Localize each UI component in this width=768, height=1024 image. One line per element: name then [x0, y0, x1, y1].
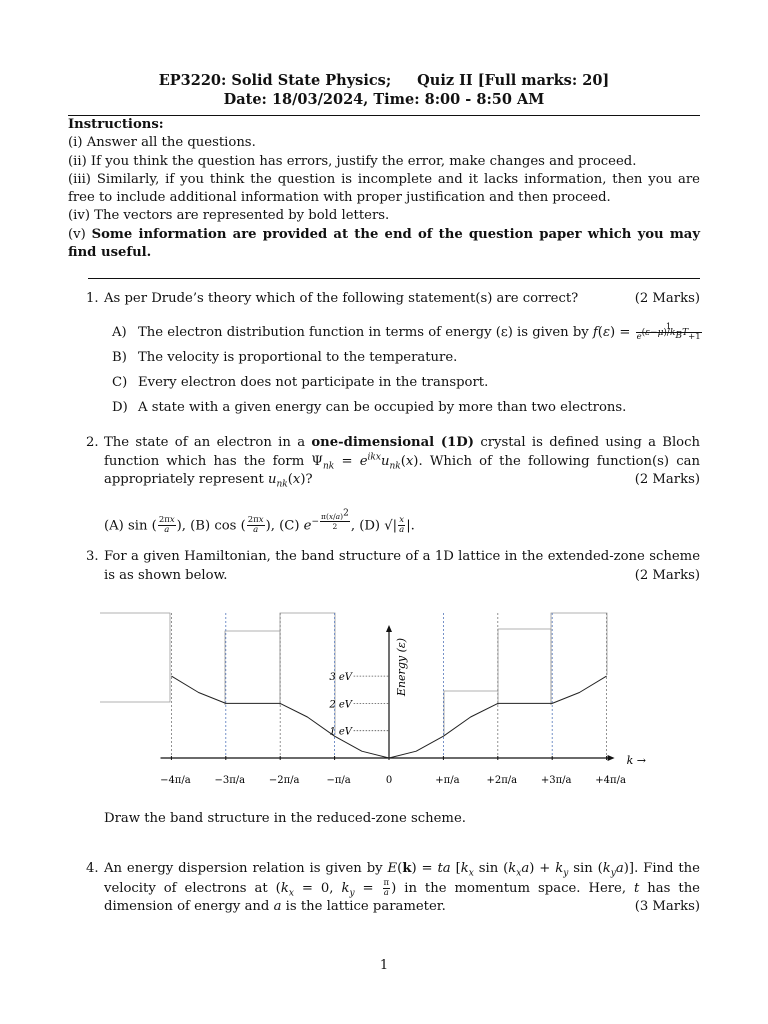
- y-tick-label: 1 eV: [329, 726, 353, 738]
- exam-datetime: Date: 18/03/2024, Time: 8:00 - 8:50 AM: [223, 91, 545, 108]
- instruction-item: (i) Answer all the questions.: [68, 135, 256, 151]
- instructions-rule: [88, 278, 700, 279]
- instructions: [68, 116, 700, 262]
- x-tick-label: +π/a: [435, 775, 460, 786]
- k-axis-title: k →: [626, 754, 646, 767]
- y-tick-label: 3 eV: [329, 672, 353, 684]
- quiz-title: Quiz II [Full marks: 20]: [417, 72, 610, 89]
- energy-axis-arrow: [386, 625, 392, 632]
- question-text: An energy dispersion relation is given by E(k) = ta [$k_x$ $\sin (k_xa) + k_y$ $\sin (k_ya)$]. Find the velocity of electrons at ($k_x = 0$, $k_y$ = $\frac{\pi}{a}$ ) in the momentum space. Here, t has the dimension of energy and a is the lattice parameter.: [104, 861, 700, 915]
- option-a: A) The electron distribution function in terms of energy (ε) is given by f(ε) = $\frac{1}{e^{(\varepsilon-\mu)/k_BT}+1}$: [112, 322, 701, 342]
- x-tick-label: −2π/a: [268, 775, 300, 786]
- question-1-options: [112, 323, 712, 423]
- question-1: [86, 290, 700, 309]
- question-marks: (2 Marks): [634, 291, 700, 306]
- question-number: 1.: [86, 291, 99, 306]
- fermi-dirac-fraction: $\frac{1}{e^{(\varepsilon-\mu)/k_BT}+1}$: [636, 322, 701, 342]
- option-c: C) Every electron does not participate in the transport.: [112, 375, 489, 390]
- instruction-item: (iii) Similarly, if you think the question is incomplete and it lacks information, then you are free to include additional information with proper justification and then proceed.: [68, 171, 700, 206]
- question-text: As per Drude’s theory which of the following statement(s) are correct?: [104, 291, 579, 306]
- question-2: [86, 434, 700, 490]
- question-text: For a given Hamiltonian, the band structure of a 1D lattice in the extended-zone scheme is as shown below.: [104, 549, 700, 583]
- x-tick-label: 0: [385, 775, 393, 786]
- x-tick-label: +4π/a: [595, 775, 626, 786]
- instruction-item: (ii) If you think the question has errors, justify the error, make changes and proceed.: [68, 153, 637, 169]
- question-marks: (2 Marks): [634, 567, 700, 583]
- exam-header: [0, 72, 768, 89]
- instructions-title: Instructions:: [68, 117, 164, 132]
- k-axis-arrow: [608, 755, 615, 761]
- question-4: [86, 860, 700, 917]
- question-number: 4.: [86, 861, 99, 876]
- x-tick-label: +2π/a: [486, 775, 518, 786]
- question-marks: (2 Marks): [634, 472, 700, 488]
- zone-box: [444, 691, 498, 735]
- chart-static-boxes: [100, 613, 607, 735]
- question-marks: (3 Marks): [634, 899, 700, 915]
- option-b: B) The velocity is proportional to the temperature.: [112, 350, 458, 365]
- band-structure-chart: [0, 595, 768, 800]
- option-d: D) A state with a given energy can be occupied by more than two electrons.: [112, 400, 627, 415]
- chart-axes: [161, 625, 615, 761]
- question-text: The state of an electron in a one-dimensional (1D) crystal is defined using a Bloch function which has the form $\Psi_{nk} = e^{ikx}u_{nk}(x)$. Which of the following function(s) can appropriately represent $u_{nk}(x)$?: [104, 435, 701, 490]
- zone-box: [551, 613, 607, 705]
- energy-axis-title: Energy (ε): [395, 637, 408, 697]
- instruction-item: (v) Some information are provided at the end of the question paper which you may find useful.: [68, 226, 700, 261]
- page-number: 1: [379, 958, 389, 973]
- x-tick-label: +3π/a: [540, 775, 572, 786]
- question-3: [86, 548, 700, 585]
- instruction-item: (iv) The vectors are represented by bold letters.: [68, 208, 390, 224]
- question-2-options: (A) sin ( $\frac{2\pi x}{a}$ ), (B) cos ( $\frac{2\pi x}{a}$ ), (C) $e^{- \frac{\pi(x/a)^2}{2}}$ , (D) √| $\frac{x}{a}$ |.: [104, 508, 415, 536]
- x-tick-label: −π/a: [326, 775, 351, 786]
- question-number: 3.: [86, 549, 99, 564]
- course-title: EP3220: Solid State Physics;: [158, 72, 392, 89]
- zone-box: [225, 631, 280, 705]
- zone-box: [100, 613, 170, 702]
- question-3-followup: Draw the band structure in the reduced-zone scheme.: [104, 811, 466, 826]
- zone-box: [498, 629, 551, 705]
- question-number: 2.: [86, 435, 99, 450]
- chart-labels: [160, 638, 646, 786]
- x-tick-label: −4π/a: [160, 775, 191, 786]
- y-tick-label: 2 eV: [329, 699, 353, 711]
- x-tick-label: −3π/a: [214, 775, 246, 786]
